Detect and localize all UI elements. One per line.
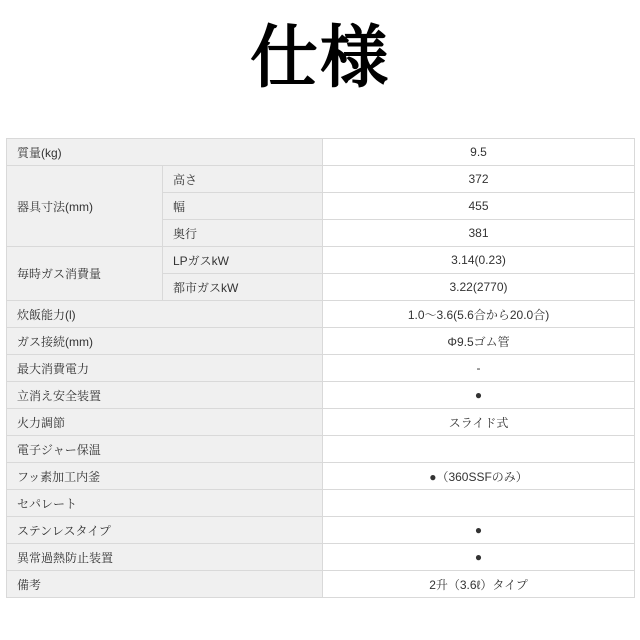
spec-label: セパレート [7, 490, 323, 517]
spec-value: 372 [323, 166, 635, 193]
spec-sublabel: 高さ [163, 166, 323, 193]
table-row-remarks [7, 571, 635, 598]
spec-label: 質量(kg) [7, 139, 323, 166]
spec-table [6, 138, 635, 598]
spec-value: スライド式 [323, 409, 635, 436]
spec-value: 455 [323, 193, 635, 220]
spec-sublabel: LPガスkW [163, 247, 323, 274]
spec-label: 備考 [7, 571, 323, 598]
spec-value: 3.14(0.23) [323, 247, 635, 274]
table-row-gas-consumption-lp [7, 247, 635, 274]
table-row-overheat-prevention [7, 544, 635, 571]
spec-value: 3.22(2770) [323, 274, 635, 301]
spec-value: ●（360SSFのみ） [323, 463, 635, 490]
spec-label: 毎時ガス消費量 [7, 247, 163, 301]
table-row-flame-failure-device [7, 382, 635, 409]
spec-value: 381 [323, 220, 635, 247]
spec-label: 電子ジャー保温 [7, 436, 323, 463]
spec-label: 異常過熱防止装置 [7, 544, 323, 571]
spec-label: 炊飯能力(l) [7, 301, 323, 328]
spec-label: 最大消費電力 [7, 355, 323, 382]
table-row-heat-adjustment [7, 409, 635, 436]
spec-value: Φ9.5ゴム管 [323, 328, 635, 355]
table-row-mass [7, 139, 635, 166]
table-row-dimensions-height [7, 166, 635, 193]
table-row-max-power [7, 355, 635, 382]
page-title: 仕様 [249, 20, 390, 96]
spec-sublabel: 幅 [163, 193, 323, 220]
spec-value: ● [323, 517, 635, 544]
spec-label: 火力調節 [7, 409, 323, 436]
spec-sublabel: 都市ガスkW [163, 274, 323, 301]
spec-sublabel: 奥行 [163, 220, 323, 247]
spec-value [323, 490, 635, 517]
spec-value: 2升（3.6ℓ）タイプ [323, 571, 635, 598]
spec-value: ● [323, 382, 635, 409]
spec-value: ● [323, 544, 635, 571]
table-row-cooking-capacity [7, 301, 635, 328]
spec-label: 器具寸法(mm) [7, 166, 163, 247]
spec-value: 9.5 [323, 139, 635, 166]
table-row-gas-connection [7, 328, 635, 355]
table-row-fluorine-coated-pot [7, 463, 635, 490]
spec-value: - [323, 355, 635, 382]
table-row-electronic-jar-warming [7, 436, 635, 463]
spec-label: 立消え安全装置 [7, 382, 323, 409]
spec-label: ステンレスタイプ [7, 517, 323, 544]
spec-value [323, 436, 635, 463]
spec-label: フッ素加工内釜 [7, 463, 323, 490]
table-row-stainless-type [7, 517, 635, 544]
table-row-separate [7, 490, 635, 517]
spec-label: ガス接続(mm) [7, 328, 323, 355]
spec-value: 1.0～3.6(5.6合から20.0合) [323, 301, 635, 328]
